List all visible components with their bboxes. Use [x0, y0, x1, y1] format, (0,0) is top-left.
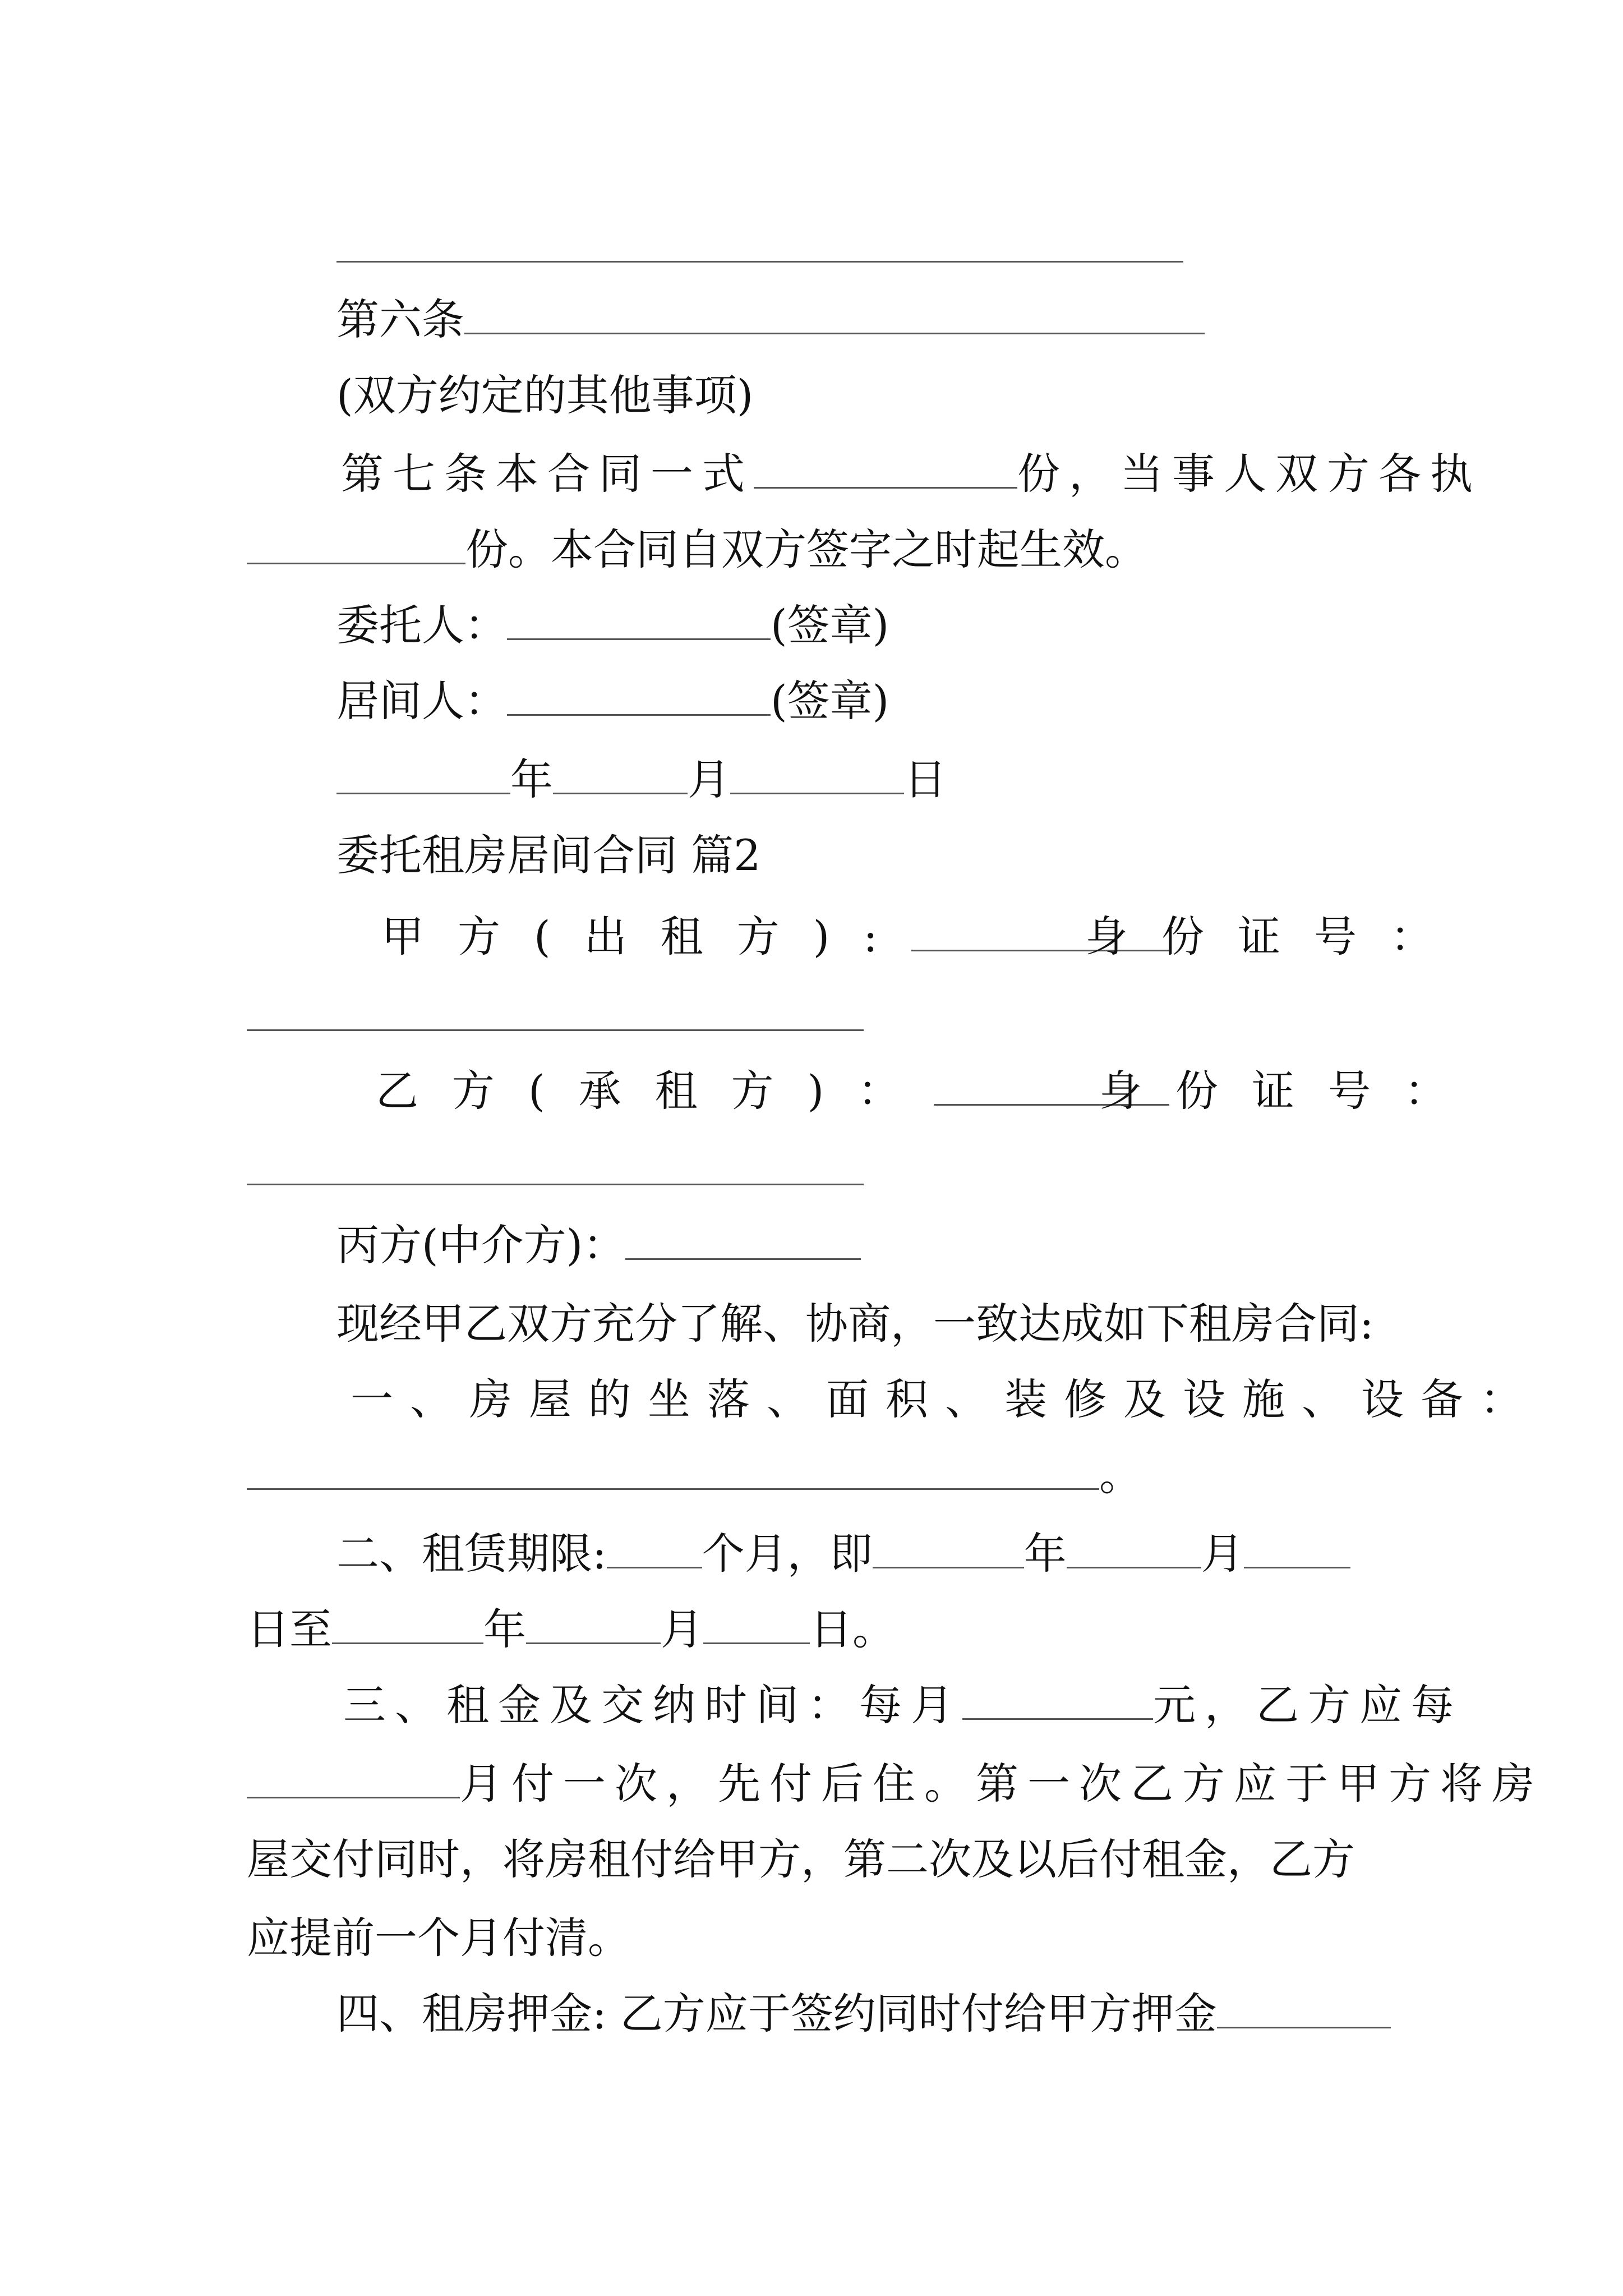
clause-3-cont2 [247, 1832, 1355, 1888]
other-matters [336, 367, 753, 424]
blank-field [1244, 1529, 1350, 1568]
fill-in-line [247, 1184, 864, 1185]
clause-4 [336, 1986, 1391, 2042]
blank-field [962, 1680, 1153, 1720]
text: 年 [1023, 1529, 1067, 1579]
text: 居间人： [336, 676, 507, 726]
text: 委托人： [336, 600, 507, 650]
text: 甲方(出租方): [381, 912, 911, 961]
text: 四、租房押金: 乙方应于签约同时付给甲方押金 [336, 1989, 1217, 2039]
text: (签章) [771, 600, 889, 650]
text: 第七条本合同一式 [341, 449, 754, 499]
article-7-cont [247, 522, 1147, 578]
blank-field [1217, 1989, 1391, 2028]
text: 日至 [247, 1604, 332, 1654]
blank-field [336, 754, 510, 794]
text: 日 [904, 754, 947, 804]
party-a-id-label [1085, 909, 1467, 965]
preamble [336, 1296, 1374, 1352]
principal-sign [336, 597, 889, 654]
blank-field [247, 1759, 460, 1798]
text: 月 [1201, 1529, 1244, 1579]
text: 现经甲乙双方充分了解、协商，一致达成如下租房合同: [336, 1299, 1374, 1349]
blank-field [507, 676, 771, 716]
blank-field [553, 754, 688, 794]
text: 丙方(中介方)： [336, 1220, 626, 1270]
text: (签章) [771, 676, 889, 726]
text: 身份证号： [1099, 1066, 1481, 1116]
text: 三、租金及交纳时间：每月 [343, 1680, 962, 1730]
blank-field [526, 1604, 661, 1644]
fill-in-line [336, 261, 1183, 263]
clause-1 [351, 1372, 1539, 1428]
text: 屋交付同时，将房租付给甲方，第二次及以后付租金，乙方 [247, 1834, 1355, 1884]
blank-field [754, 449, 1017, 489]
text: 月 [688, 754, 730, 804]
blank-field [507, 600, 771, 640]
text: 份，当事人双方各执 [1017, 449, 1482, 499]
text: 份。本合同自双方签字之时起生效。 [465, 524, 1147, 574]
clause-2 [336, 1526, 1350, 1582]
text: 元，乙方应每 [1153, 1680, 1463, 1730]
text: 个月，即 [702, 1529, 873, 1579]
party-a [381, 909, 1169, 965]
blank-field [730, 754, 904, 794]
blank-field [607, 1529, 702, 1568]
party-b-id-label [1099, 1063, 1481, 1119]
text: 。 [1099, 1450, 1142, 1500]
blank-field [1067, 1529, 1201, 1568]
text: 月 [661, 1604, 703, 1654]
blank-field [625, 1220, 861, 1260]
text: 日。 [810, 1604, 895, 1654]
blank-field [247, 524, 465, 564]
text: 月付一次，先付后住。第一次乙方应于甲方将房 [460, 1759, 1543, 1809]
text: 身份证号： [1085, 912, 1467, 961]
article-6 [336, 292, 1205, 348]
party-b [376, 1063, 1169, 1119]
article-7 [341, 446, 1482, 502]
clause-3-cont3 [247, 1910, 630, 1966]
clause-3-cont [247, 1756, 1543, 1812]
blank-field [703, 1604, 810, 1644]
text: 第六条 [336, 295, 464, 344]
blank-field [464, 295, 1205, 334]
clause-2-cont [247, 1602, 895, 1658]
party-c [336, 1217, 861, 1273]
text: 一、房屋的坐落、面积、装修及设施、设备： [351, 1374, 1539, 1424]
text: 委托租房居间合同 篇2 [336, 830, 761, 880]
text: 二、租赁期限: [336, 1529, 607, 1579]
clause-1-cont [247, 1447, 1142, 1503]
broker-sign [336, 673, 889, 729]
blank-field [873, 1529, 1024, 1568]
date-line [336, 752, 947, 808]
clause-3 [343, 1677, 1463, 1733]
text: 年 [510, 754, 553, 804]
blank-field [332, 1604, 483, 1644]
text: (双方约定的其他事项) [336, 370, 754, 420]
text: 应提前一个月付清。 [247, 1913, 630, 1963]
text: 乙方(承租方)： [376, 1066, 934, 1116]
fill-in-line [247, 1029, 864, 1031]
blank-field [247, 1450, 1099, 1490]
section-title [336, 827, 761, 884]
text: 年 [483, 1604, 526, 1654]
